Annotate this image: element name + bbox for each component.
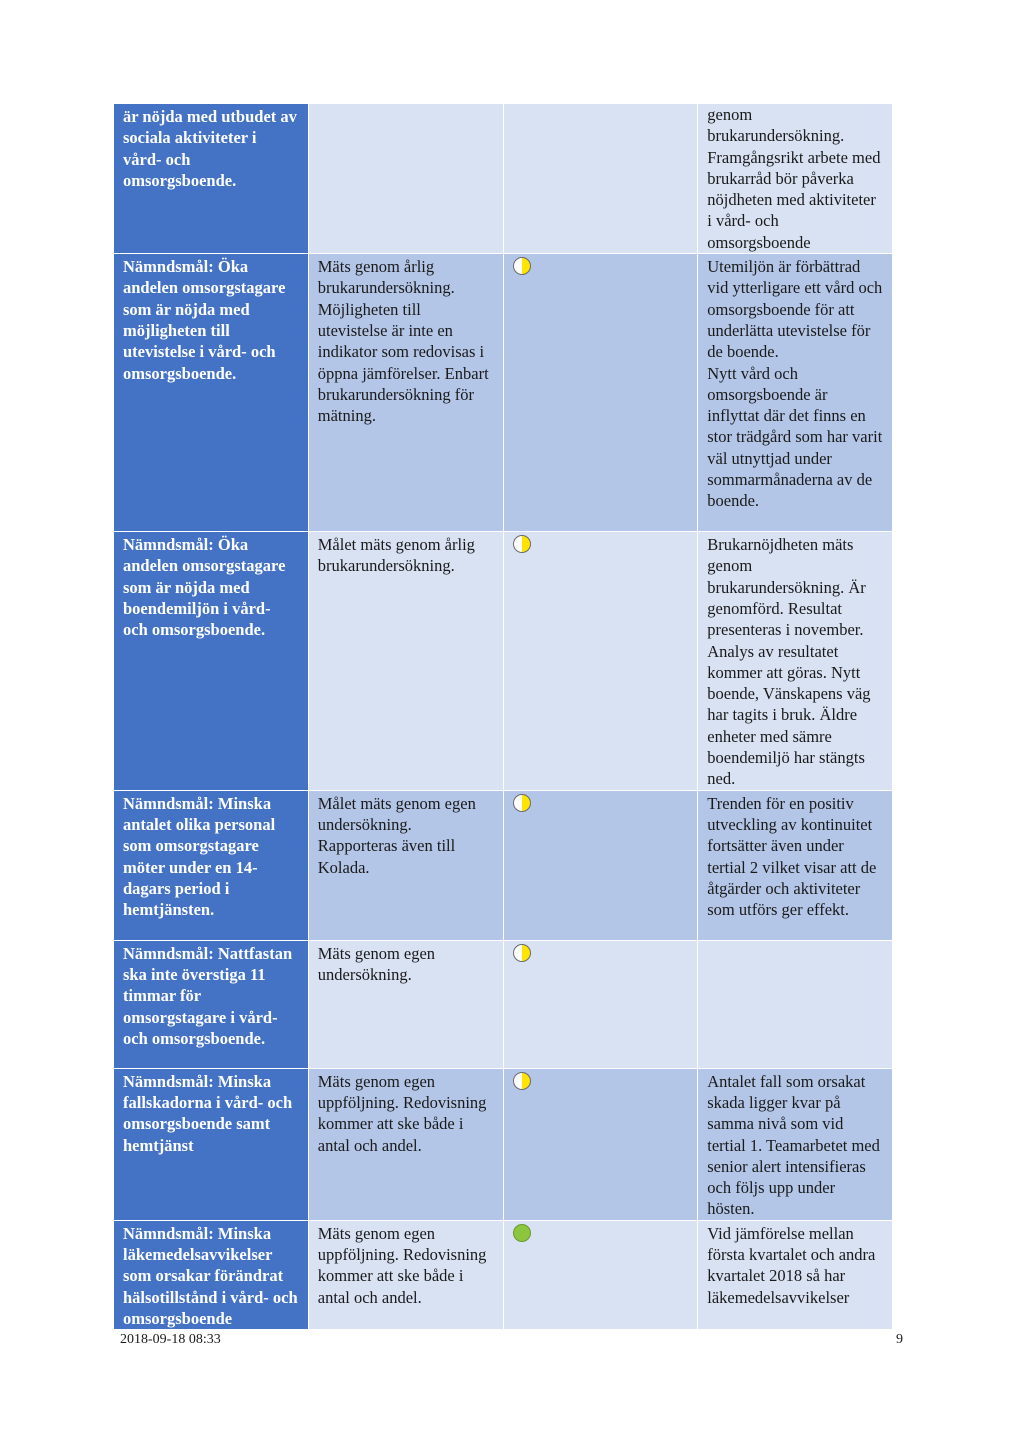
page-number: 9 bbox=[896, 1332, 903, 1347]
status-cell bbox=[503, 1220, 698, 1329]
comment-cell: genom brukarundersökning. Framgångsrikt arbete med brukarråd bör påverka nöjdheten med aktiviteter i vård- och omsorgsboende bbox=[698, 104, 893, 254]
measure-cell: Mäts genom egen undersökning. bbox=[308, 940, 503, 1068]
comment-cell: Vid jämförelse mellan första kvartalet och andra kvartalet 2018 så har läkemedelsavvikelser bbox=[698, 1220, 893, 1329]
comment-cell bbox=[698, 940, 893, 1068]
goal-cell: Nämndsmål: Öka andelen omsorgstagare som är nöjda med möjligheten till utevistelse i vård- och omsorgsboende. bbox=[114, 254, 309, 532]
status-cell bbox=[503, 254, 698, 532]
comment-cell: Brukarnöjdheten mäts genom brukarundersökning. Är genomförd. Resultat presenteras i november. Analys av resultatet kommer att göras. Nytt boende, Vänskapens väg har tagits i bruk. Äldre enheter med sämre boendemiljö har stängts ned. bbox=[698, 532, 893, 791]
table-row bbox=[114, 1068, 893, 1220]
goal-cell: Nämndsmål: Minska antalet olika personal som omsorgstagare möter under en 14-dagars period i hemtjänsten. bbox=[114, 790, 309, 940]
table-row bbox=[114, 790, 893, 940]
measure-cell: Målet mäts genom årlig brukarundersökning. bbox=[308, 532, 503, 791]
comment-paragraph: Utemiljön är förbättrad vid ytterligare ett vård och omsorgsboende för att underlätta utevistelse för de boende. Nytt vård och omsorgsboende är inflyttat där det finns en stor trädgård som har varit väl utnyttjad under sommarmånaderna av de boende. bbox=[707, 257, 883, 511]
footer-timestamp: 2018-09-18 08:33 bbox=[120, 1332, 221, 1347]
half-yellow-circle-icon bbox=[513, 794, 531, 812]
status-cell bbox=[503, 104, 698, 254]
goal-cell: Nämndsmål: Minska läkemedelsavvikelser som orsakar förändrat hälsotillstånd i vård- och omsorgsboende bbox=[114, 1220, 309, 1329]
status-cell bbox=[503, 532, 698, 791]
measure-cell: Målet mäts genom egen undersökning. Rapporteras även till Kolada. bbox=[308, 790, 503, 940]
goal-cell: är nöjda med utbudet av sociala aktiviteter i vård- och omsorgsboende. bbox=[114, 104, 309, 254]
measure-cell bbox=[308, 104, 503, 254]
comment-cell: Antalet fall som orsakat skada ligger kvar på samma nivå som vid tertial 1. Teamarbetet med senior alert intensifieras och följs upp under hösten. bbox=[698, 1068, 893, 1220]
green-circle-icon bbox=[513, 1224, 531, 1242]
table-row bbox=[114, 1220, 893, 1329]
status-cell bbox=[503, 1068, 698, 1220]
goal-cell: Nämndsmål: Minska fallskadorna i vård- och omsorgsboende samt hemtjänst bbox=[114, 1068, 309, 1220]
measure-cell: Mäts genom egen uppföljning. Redovisning kommer att ske både i antal och andel. bbox=[308, 1068, 503, 1220]
status-cell bbox=[503, 790, 698, 940]
table-row bbox=[114, 940, 893, 1068]
table-row bbox=[114, 254, 893, 532]
goal-cell: Nämndsmål: Öka andelen omsorgstagare som är nöjda med boendemiljön i vård- och omsorgsboende. bbox=[114, 532, 309, 791]
comment-cell bbox=[698, 254, 893, 532]
half-yellow-circle-icon bbox=[513, 1072, 531, 1090]
measure-cell: Mäts genom årlig brukarundersökning. Möjligheten till utevistelse är inte en indikator som redovisas i öppna jämförelser. Enbart brukarundersökning för mätning. bbox=[308, 254, 503, 532]
half-yellow-circle-icon bbox=[513, 257, 531, 275]
goal-table bbox=[113, 103, 893, 1330]
table-row bbox=[114, 532, 893, 791]
half-yellow-circle-icon bbox=[513, 944, 531, 962]
half-yellow-circle-icon bbox=[513, 535, 531, 553]
table-row bbox=[114, 104, 893, 254]
comment-cell: Trenden för en positiv utveckling av kontinuitet fortsätter även under tertial 2 vilket visar att de åtgärder och aktiviteter som utförs ger effekt. bbox=[698, 790, 893, 940]
measure-cell: Mäts genom egen uppföljning. Redovisning kommer att ske både i antal och andel. bbox=[308, 1220, 503, 1329]
goal-cell: Nämndsmål: Nattfastan ska inte överstiga 11 timmar för omsorgstagare i vård- och omsorgsboende. bbox=[114, 940, 309, 1068]
status-cell bbox=[503, 940, 698, 1068]
